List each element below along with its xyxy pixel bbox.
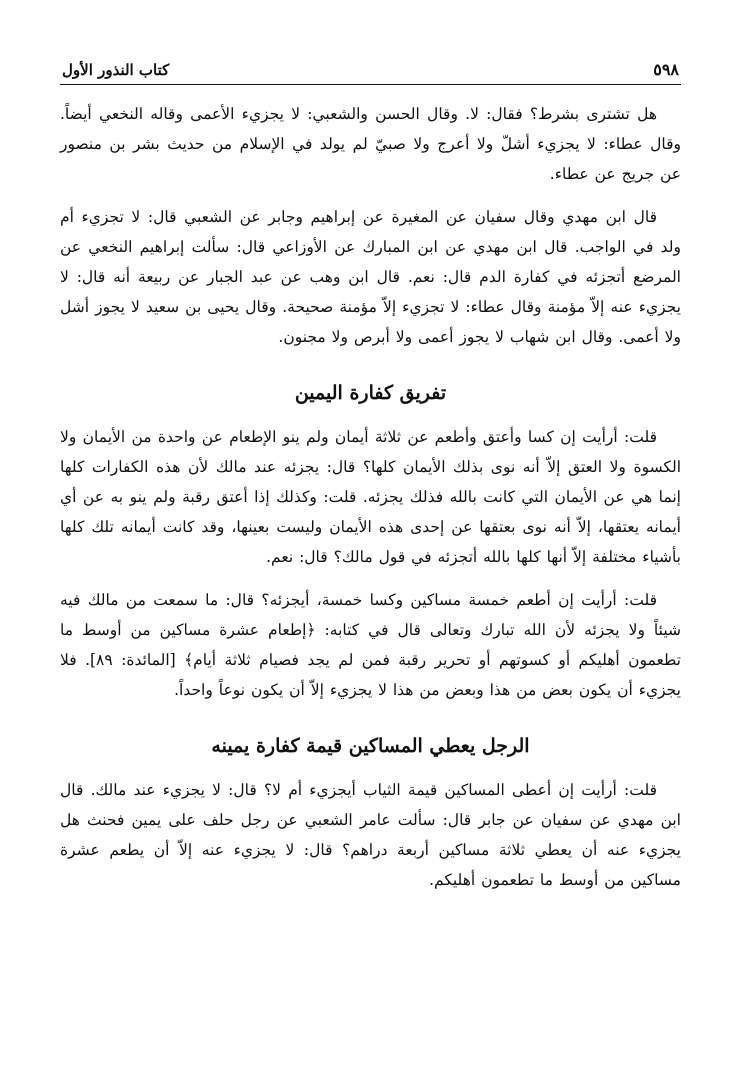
- paragraph: قال ابن مهدي وقال سفيان عن المغيرة عن إبراهيم وجابر عن الشعبي قال: لا تجزيء أم ولد في الواجب. قال ابن مهدي عن ابن المبارك عن الأوزاعي قال: سألت إبراهيم النخعي عن المرضع أتجزئه في كفارة الدم قال: نعم. قال ابن وهب عن عبد الجبار عن ربيعة أنه قال: لا يجزيء عنه إلاّ مؤمنة وقال عطاء: لا تجزيء إلاّ مؤمنة صحيحة. وقال يحيى بن سعيد لا يجوز أشل ولا أعمى. وقال ابن شهاب لا يجوز أعمى ولا أبرص ولا مجنون.: [60, 208, 681, 346]
- paragraph: قلت: أرأيت إن أعطى المساكين قيمة الثياب أيجزيء أم لا؟ قال: لا يجزيء عند مالك. قال ابن مهدي عن سفيان عن جابر قال: سألت عامر الشعبي عن رجل حلف على يمين فحنث هل يجزيء عنه أن يعطي ثلاثة مساكين أربعة دراهم؟ قال: لا يجزيء عنه إلاّ أن يطعم عشرة مساكين من أوسط ما تطعمون أهليكم.: [60, 781, 681, 889]
- paragraph: قلت: أرأيت إن أطعم خمسة مساكين وكسا خمسة، أيجزئه؟ قال: ما سمعت من مالك فيه شيئاً ولا يجزئه لأن الله تبارك وتعالى قال في كتابه: ﴿إطعام عشرة مساكين من أوسط ما تطعمون أهليكم أو كسوتهم أو تحرير رقبة فمن لم يجد فصيام ثلاثة أيام﴾ [المائدة: ٨٩]. فلا يجزيء أن يكون بعض من هذا وبعض من هذا لا يجزيء إلاّ أن يكون نوعاً واحداً.: [60, 591, 681, 699]
- paragraph: هل تشترى بشرط؟ فقال: لا. وقال الحسن والشعبي: لا يجزيء الأعمى وقاله النخعي أيضاً. وقال عطاء: لا يجزيء أشلّ ولا أعرج ولا صبيّ لم يولد في الإسلام من حديث بشر بن منصور عن جريج عن عطاء.: [60, 105, 681, 183]
- section-heading: تفريق كفارة اليمين: [294, 382, 447, 404]
- page-number: ٥٩٨: [653, 60, 679, 79]
- book-title: كتاب النذور الأول: [62, 61, 170, 79]
- section-heading: الرجل يعطي المساكين قيمة كفارة يمينه: [211, 735, 530, 757]
- page-body: [60, 99, 681, 895]
- running-header: [60, 58, 681, 85]
- paragraph: قلت: أرأيت إن كسا وأعتق وأطعم عن ثلاثة أيمان ولم ينو الإطعام عن واحدة من الأيمان ولا الكسوة ولا العتق إلاّ أنه نوى بذلك الأيمان كلها؟ قال: يجزئه عند مالك لأن هذه الكفارات كلها إنما هي عن الأيمان التي كانت بالله فذلك يجزئه. قلت: وكذلك إذا أعتق رقبة ولم ينو به عن أي أيمانه يعتقها، إلاّ أنه نوى بعتقها عن إحدى هذه الأيمان وليست بعينها، وقد كانت أيمانه تلك كلها بأشياء مختلفة إلاّ أنها كلها بالله أتجزئه في قول مالك؟ قال: نعم.: [60, 428, 681, 566]
